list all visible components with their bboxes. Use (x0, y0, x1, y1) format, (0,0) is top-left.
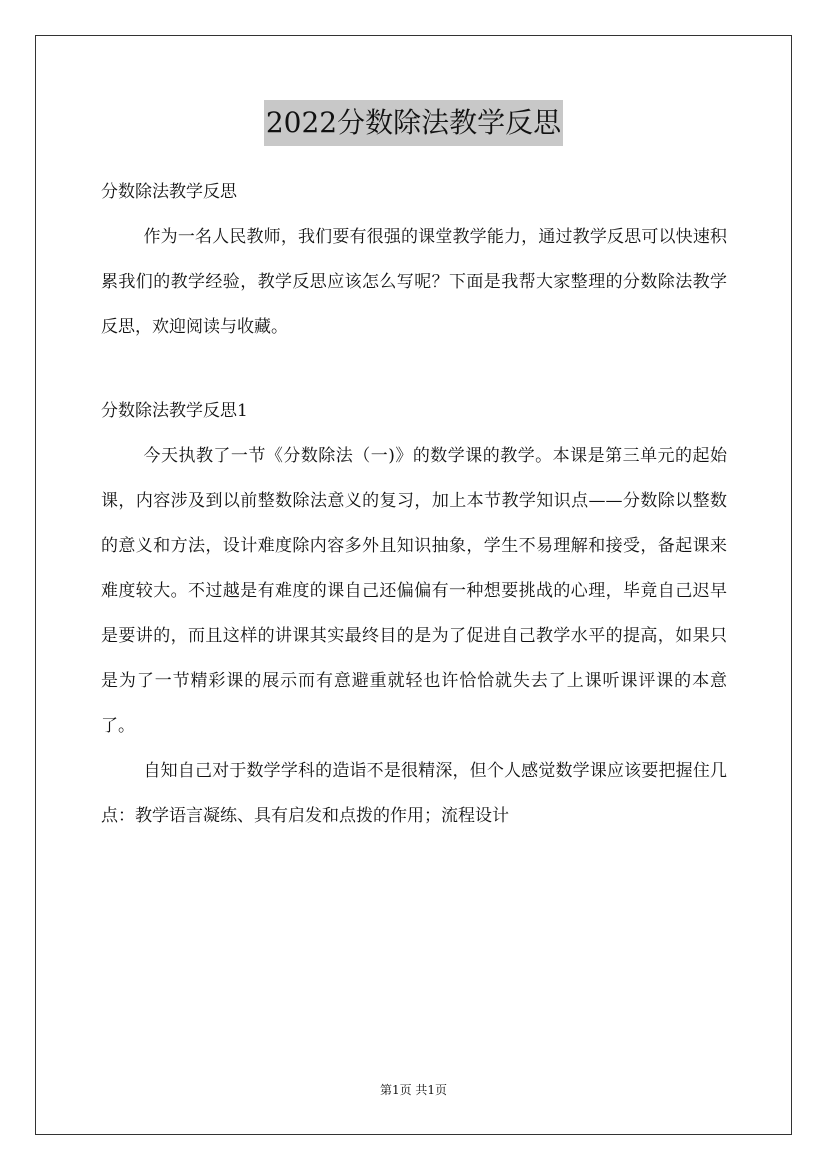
page-footer (0, 1080, 827, 1100)
document-body (101, 170, 727, 839)
document-title: 2022分数除法教学反思 (264, 100, 563, 146)
title-container (0, 100, 827, 146)
section1-paragraph-2: 自知自己对于数学学科的造诣不是很精深，但个人感觉数学课应该要把握住几点：教学语言凝练、具有启发和点拨的作用；流程设计 (101, 761, 727, 826)
page-number: 第1页 共1页 (379, 1083, 448, 1097)
section1-heading: 分数除法教学反思1 (101, 401, 248, 421)
section1-paragraph-1: 今天执教了一节《分数除法（一)》的数学课的教学。本课是第三单元的起始课，内容涉及到以前整数除法意义的复习，加上本节教学知识点——分数除以整数的意义和方法，设计难度除内容多外且知识抽象，学生不易理解和接受，备起课来难度较大。不过越是有难度的课自己还偏偏有一种想要挑战的心理，毕竟自己迟早是要讲的，而且这样的讲课其实最终目的是为了促进自己教学水平的提高，如果只是为了一节精彩课的展示而有意避重就轻也许恰恰就失去了上课听课评课的本意了。 (101, 446, 727, 736)
intro-paragraph: 作为一名人民教师，我们要有很强的课堂教学能力，通过教学反思可以快速积累我们的教学经验，教学反思应该怎么写呢？下面是我帮大家整理的分数除法教学反思，欢迎阅读与收藏。 (101, 227, 727, 337)
section-spacer (101, 350, 727, 389)
intro-heading: 分数除法教学反思 (101, 182, 237, 202)
